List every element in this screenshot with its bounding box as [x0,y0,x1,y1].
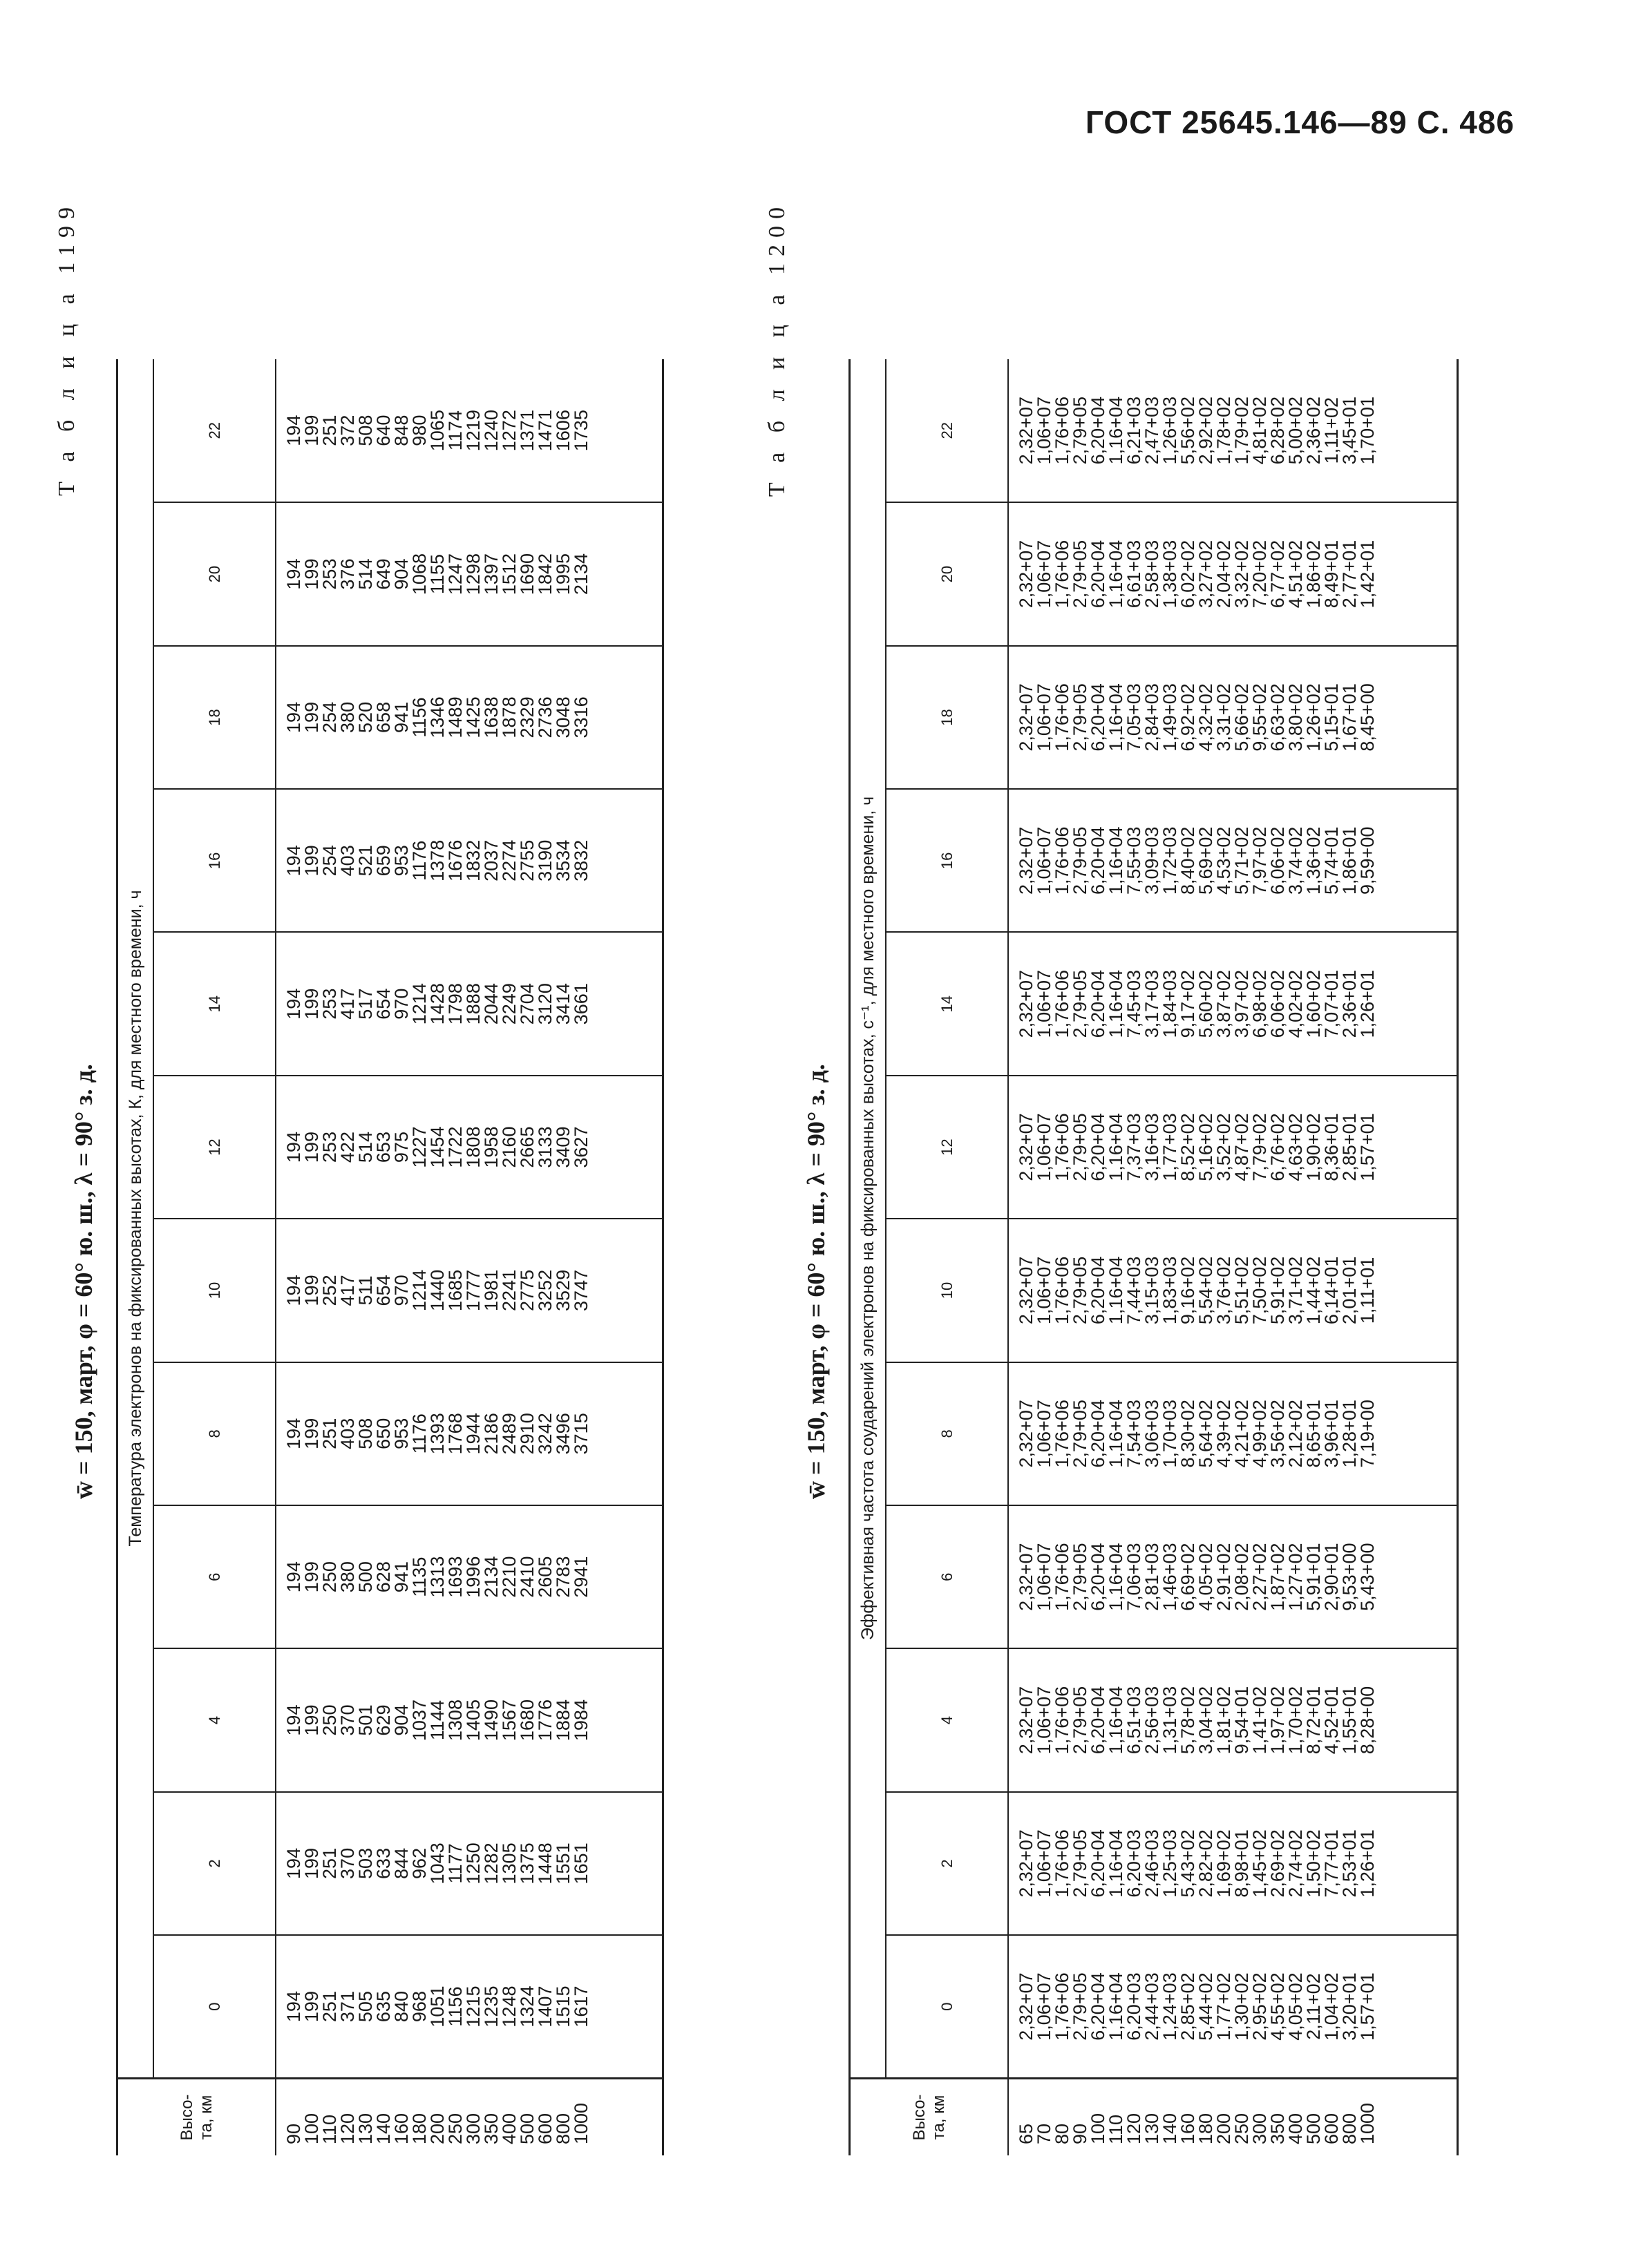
height-column: 65 70 80 90 100 110 120 130 140 160 180 200 250 300 350 400 500 600 800 1000 [1008,2079,1457,2156]
table-label: Т а б л и ц а 1199 [54,200,79,496]
value-column: 2,32+07 1,06+07 1,76+06 2,79+05 6,20+04 1,16+04 7,44+03 3,15+03 1,83+03 9,16+02 5,54+02 3,76+02 5,51+02 7,50+02 5,91+02 3,71+02 1,44+02 6,14+01 2,01+01 1,11+01 [1008,1219,1457,1362]
table-caption: Температура электронов на фиксированных высотах, К, для местного времени, ч [117,359,154,2079]
column-header: 14 [886,933,1008,1076]
column-header: 16 [886,789,1008,932]
value-column: 194 199 254 380 520 658 941 1156 1346 1489 1425 1638 1878 2329 2736 3048 3316 [276,646,663,789]
table-title: w̄ = 150, март, φ = 60° ю. ш., λ = 90° з. д. [802,1064,830,1499]
column-header: 8 [886,1362,1008,1505]
value-column: 2,32+07 1,06+07 1,76+06 2,79+05 6,20+04 1,16+04 7,55+03 3,09+03 1,72+03 8,40+02 5,69+02 4,53+02 5,71+02 7,97+02 6,06+02 3,74+02 1,36+02 5,74+01 1,86+01 9,59+00 [1008,789,1457,932]
value-column: 2,32+07 1,06+07 1,76+06 2,79+05 6,20+04 1,16+04 6,61+03 2,58+03 1,38+03 6,02+02 3,27+02 2,04+02 3,32+02 7,20+02 6,77+02 4,51+02 1,86+02 8,49+01 2,77+01 1,42+01 [1008,502,1457,645]
value-column: 194 199 250 380 500 628 941 1135 1313 1693 1996 2134 2210 2410 2605 2783 2941 [276,1505,663,1648]
table-caption: Эффективная частота соударений электронов на фиксированных высотах, с⁻¹, для местного времени, ч [850,359,886,2079]
column-header: 20 [153,502,276,645]
value-column: 194 199 252 417 511 654 970 1214 1440 1685 1777 1981 2241 2775 3252 3529 3747 [276,1219,663,1362]
table-row [276,359,663,2155]
value-column: 2,32+07 1,06+07 1,76+06 2,79+05 6,20+04 1,16+04 7,06+03 2,81+03 1,46+03 6,69+02 4,05+02 2,91+02 2,08+02 2,27+02 1,87+02 1,27+02 5,91+01 2,90+01 9,53+00 5,43+00 [1008,1505,1457,1648]
column-header: 16 [153,789,276,932]
table-block-1199 [41,187,705,2190]
data-table [848,359,1459,2155]
value-column: 194 199 251 370 503 633 844 962 1043 1177 1250 1282 1305 1375 1448 1551 1651 [276,1792,663,1935]
value-column: 2,32+07 1,06+07 1,76+06 2,79+05 6,20+04 1,16+04 7,54+03 3,06+03 1,70+03 8,30+02 5,64+02 4,39+02 4,21+02 4,99+02 3,56+02 2,12+02 8,65+01 3,96+01 1,28+01 7,19+00 [1008,1362,1457,1505]
value-column: 194 199 253 376 514 649 904 1068 1155 1247 1298 1397 1512 1690 1842 1995 2134 [276,502,663,645]
value-column: 2,32+07 1,06+07 1,76+06 2,79+05 6,20+04 1,16+04 6,20+03 2,46+03 1,25+03 5,43+02 2,82+02 1,69+02 8,98+01 1,45+02 2,69+02 2,74+02 1,50+02 7,77+01 2,53+01 1,26+01 [1008,1792,1457,1935]
value-column: 194 199 253 422 514 653 975 1227 1454 1722 1808 1958 2160 2665 3133 3409 3627 [276,1076,663,1219]
value-column: 194 199 251 403 508 650 953 1176 1393 1768 1944 2186 2489 2910 3242 3496 3715 [276,1362,663,1505]
height-header: Высо- та, км [117,2079,276,2156]
column-header: 12 [886,1076,1008,1219]
column-header: 22 [886,359,1008,502]
value-column: 194 199 254 403 521 659 953 1176 1378 1676 1832 2037 2274 2755 3190 3534 3832 [276,789,663,932]
column-header: 6 [886,1505,1008,1648]
table-row [1008,359,1457,2155]
value-column: 2,32+07 1,06+07 1,76+06 2,79+05 6,20+04 1,16+04 6,20+03 2,44+03 1,24+03 2,85+02 5,44+02 1,77+02 1,30+02 2,95+02 4,55+02 4,05+02 2,11+02 1,04+02 3,20+01 1,57+01 [1008,1935,1457,2078]
table-label: Т а б л и ц а 1200 [764,200,790,497]
column-header: 10 [886,1219,1008,1362]
value-column: 2,32+07 1,06+07 1,76+06 2,79+05 6,20+04 1,16+04 6,51+03 2,56+03 1,31+03 5,78+02 3,04+02 1,81+02 9,54+01 1,41+02 1,97+02 1,70+02 8,72+01 4,52+01 1,55+01 8,28+00 [1008,1648,1457,1791]
value-column: 194 199 251 371 505 635 840 968 1051 1156 1215 1235 1248 1324 1407 1515 1617 [276,1935,663,2078]
column-header: 12 [153,1076,276,1219]
column-header: 14 [153,933,276,1076]
column-header: 18 [886,646,1008,789]
column-header: 22 [153,359,276,502]
value-column: 2,32+07 1,06+07 1,76+06 2,79+05 6,20+04 1,16+04 7,05+03 2,84+03 1,49+03 6,92+02 4,32+02 3,31+02 5,66+02 9,55+02 6,63+02 3,80+02 1,26+02 5,15+01 1,67+01 8,45+00 [1008,646,1457,789]
column-header: 2 [886,1792,1008,1935]
column-header: 2 [153,1792,276,1935]
column-header: 8 [153,1362,276,1505]
column-header: 0 [886,1935,1008,2078]
column-header: 4 [153,1648,276,1791]
height-column: 90 100 110 120 130 140 160 180 200 250 300 350 400 500 600 800 1000 [276,2079,663,2156]
table-block-1200 [760,187,1492,2190]
data-table [116,359,664,2155]
height-header: Высо- та, км [850,2079,1009,2156]
value-column: 2,32+07 1,06+07 1,76+06 2,79+05 6,20+04 1,16+04 7,45+03 3,17+03 1,84+03 9,17+02 5,60+02 3,87+02 3,97+02 6,98+02 6,06+02 4,02+02 1,60+02 7,07+01 2,36+01 1,26+01 [1008,933,1457,1076]
value-column: 194 199 251 372 508 640 848 980 1065 1174 1219 1240 1272 1371 1471 1606 1735 [276,359,663,502]
column-header: 20 [886,502,1008,645]
value-column: 2,32+07 1,06+07 1,76+06 2,79+05 6,20+04 1,16+04 7,37+03 3,16+03 1,77+03 8,52+02 5,16+02 3,52+02 4,87+02 7,79+02 6,76+02 4,63+02 1,90+02 8,36+01 2,85+01 1,57+01 [1008,1076,1457,1219]
value-column: 194 199 253 417 517 654 970 1214 1428 1798 1888 2044 2249 2704 3120 3414 3661 [276,933,663,1076]
column-header: 10 [153,1219,276,1362]
column-header: 6 [153,1505,276,1648]
page-header: ГОСТ 25645.146—89 С. 486 [1085,104,1515,140]
column-header: 18 [153,646,276,789]
value-column: 2,32+07 1,06+07 1,76+06 2,79+05 6,20+04 1,16+04 6,21+03 2,47+03 1,26+03 5,56+02 2,92+02 1,78+02 1,79+02 4,81+02 6,28+02 5,00+02 2,36+02 1,11+02 3,45+01 1,70+01 [1008,359,1457,502]
value-column: 194 199 250 370 501 629 904 1037 1144 1308 1405 1490 1567 1680 1776 1884 1984 [276,1648,663,1791]
table-title: w̄ = 150, март, φ = 60° ю. ш., λ = 90° з. д. [70,1064,97,1499]
column-header: 0 [153,1935,276,2078]
column-header: 4 [886,1648,1008,1791]
